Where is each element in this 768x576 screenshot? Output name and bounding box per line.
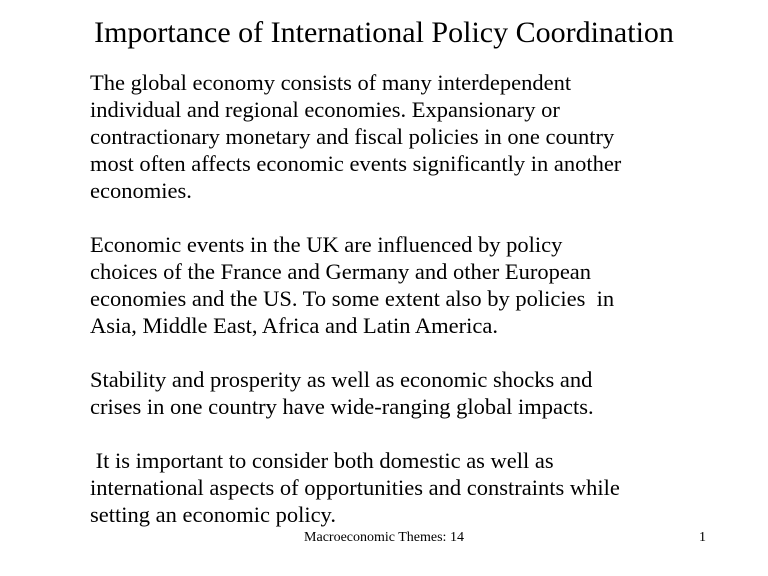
text-line: most often affects economic events significantly in another: [90, 151, 622, 176]
text-line: contractionary monetary and fiscal policies in one country: [90, 124, 615, 149]
text-line: The global economy consists of many interdependent: [90, 70, 572, 95]
text-line: economies.: [90, 178, 192, 203]
slide-title: Importance of International Policy Coordination: [94, 16, 674, 49]
paragraph-stability: [90, 366, 710, 420]
text-line: setting an economic policy.: [90, 502, 336, 527]
text-line: Economic events in the UK are influenced by policy: [90, 232, 563, 257]
text-line: crises in one country have wide-ranging global impacts.: [90, 394, 594, 419]
paragraph-global-economy: [90, 69, 710, 204]
text-line: economies and the US. To some extent also by policies in: [90, 286, 615, 311]
slide-body: [90, 69, 710, 528]
text-line: Asia, Middle East, Africa and Latin America.: [90, 313, 498, 338]
text-line: choices of the France and Germany and other European: [90, 259, 592, 284]
paragraph-uk-events: [90, 231, 710, 339]
page-number: 1: [699, 530, 706, 545]
text-line: Stability and prosperity as well as economic shocks and: [90, 367, 593, 392]
text-line: individual and regional economies. Expansionary or: [90, 97, 560, 122]
text-line: It is important to consider both domestic as well as: [90, 448, 554, 473]
paragraph-importance: [90, 447, 710, 528]
slide-footer: Macroeconomic Themes: 14: [304, 530, 464, 545]
text-line: international aspects of opportunities and constraints while: [90, 475, 620, 500]
